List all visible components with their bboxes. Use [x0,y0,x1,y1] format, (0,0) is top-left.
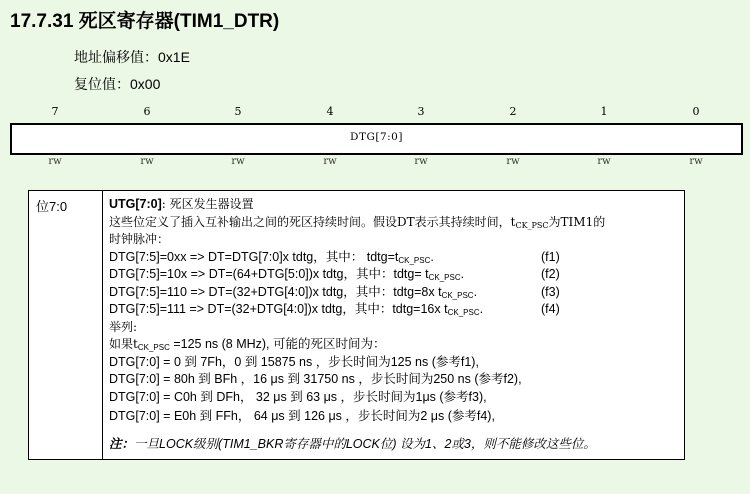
access-type: rw [323,156,337,167]
formula-line: DTG[7:5]=110 => DT=(32+DTG[4:0])x tdtg，其中：tdtg=8x $t_{CK\_PSC}$. (f3) [109,284,560,300]
bit-number: 0 [692,105,700,118]
access-type: rw [506,156,520,167]
description-cell [103,191,685,460]
example-line: DTG[7:0] = C0h 到 DFh， 32 μs 到 63 μs ，步长时间为1μs (参考f3), [109,389,487,404]
reset-value: 复位值：0x00 [74,76,161,92]
intro-line: 这些位定义了插入互补输出之间的死区持续时间。假设DT表示其持续时间，$t_{CK\_PSC}$为TIM1的 [109,214,606,230]
field-title: UTG[7:0] [109,197,162,211]
example-line: DTG[7:0] = E0h 到 FFh， 64 μs 到 126 μs ，步长时间为2 μs (参考f4), [109,409,495,423]
example-line: DTG[7:0] = 0 到 7Fh，0 到 15875 ns ，步长时间为125 ns (参考f1), [109,354,479,369]
bit-range-cell: 位7:0 [29,191,103,460]
formula-tag: (f1) [541,249,560,264]
formula-tag: (f4) [541,302,560,316]
note-label: 注： [109,436,135,451]
register-field-name: DTG[7:0] [350,131,403,143]
formula-tag: (f3) [541,284,560,299]
example-line: DTG[7:0] = 80h 到 BFh ，16 μs 到 31750 ns ，步长时间为250 ns (参考f2), [109,372,522,386]
formula-line: DTG[7:5]=0xx => DT=DTG[7:0]x tdtg，其中： $tdtg=t_{CK\_PSC}$. (f1) [109,249,560,265]
field-heading [109,196,680,214]
access-type: rw [689,156,703,167]
section-title: 17.7.31 死区寄存器(TIM1_DTR) [10,11,280,32]
field-title-suffix: : 死区发生器设置 [161,197,254,211]
example-intro: 如果$t_{CK\_PSC} =125$ ns (8 MHz), 可能的死区时间为： [109,337,386,352]
access-type: rw [48,156,62,167]
access-type: rw [597,156,611,167]
access-row [10,156,741,168]
example-label: 举列: [109,319,138,334]
table-row [29,191,685,460]
note-text: 一旦LOCK级别(TIM1_BKR寄存器中的LOCK位) 设为1、2或3，则不能修改这些位。 [134,436,596,451]
bit-number-row [10,105,741,119]
bit-number: 5 [234,105,242,118]
bit-number: 3 [417,105,425,118]
formula-line: DTG[7:5]=111 => DT=(32+DTG[4:0])x tdtg，其中：tdtg=16x $t_{CK\_PSC}$. (f4) [109,302,560,317]
note [109,436,680,454]
address-offset: 地址偏移值：0x1E [74,49,190,65]
bit-number: 7 [51,105,59,118]
access-type: rw [231,156,245,167]
bit-number: 1 [600,105,608,118]
intro-line: 时钟脉冲： [109,232,170,246]
access-type: rw [140,156,154,167]
formula-tag: (f2) [541,267,560,281]
access-type: rw [414,156,428,167]
bit-number: 4 [326,105,334,118]
bit-number: 2 [509,105,517,118]
bit-description-table [28,190,685,460]
bit-number: 6 [143,105,151,118]
register-field-box [10,123,743,155]
formula-line: DTG[7:5]=10x => DT=(64+DTG[5:0])x tdtg，其中：tdtg= $t_{CK\_PSC}$. (f2) [109,267,560,282]
